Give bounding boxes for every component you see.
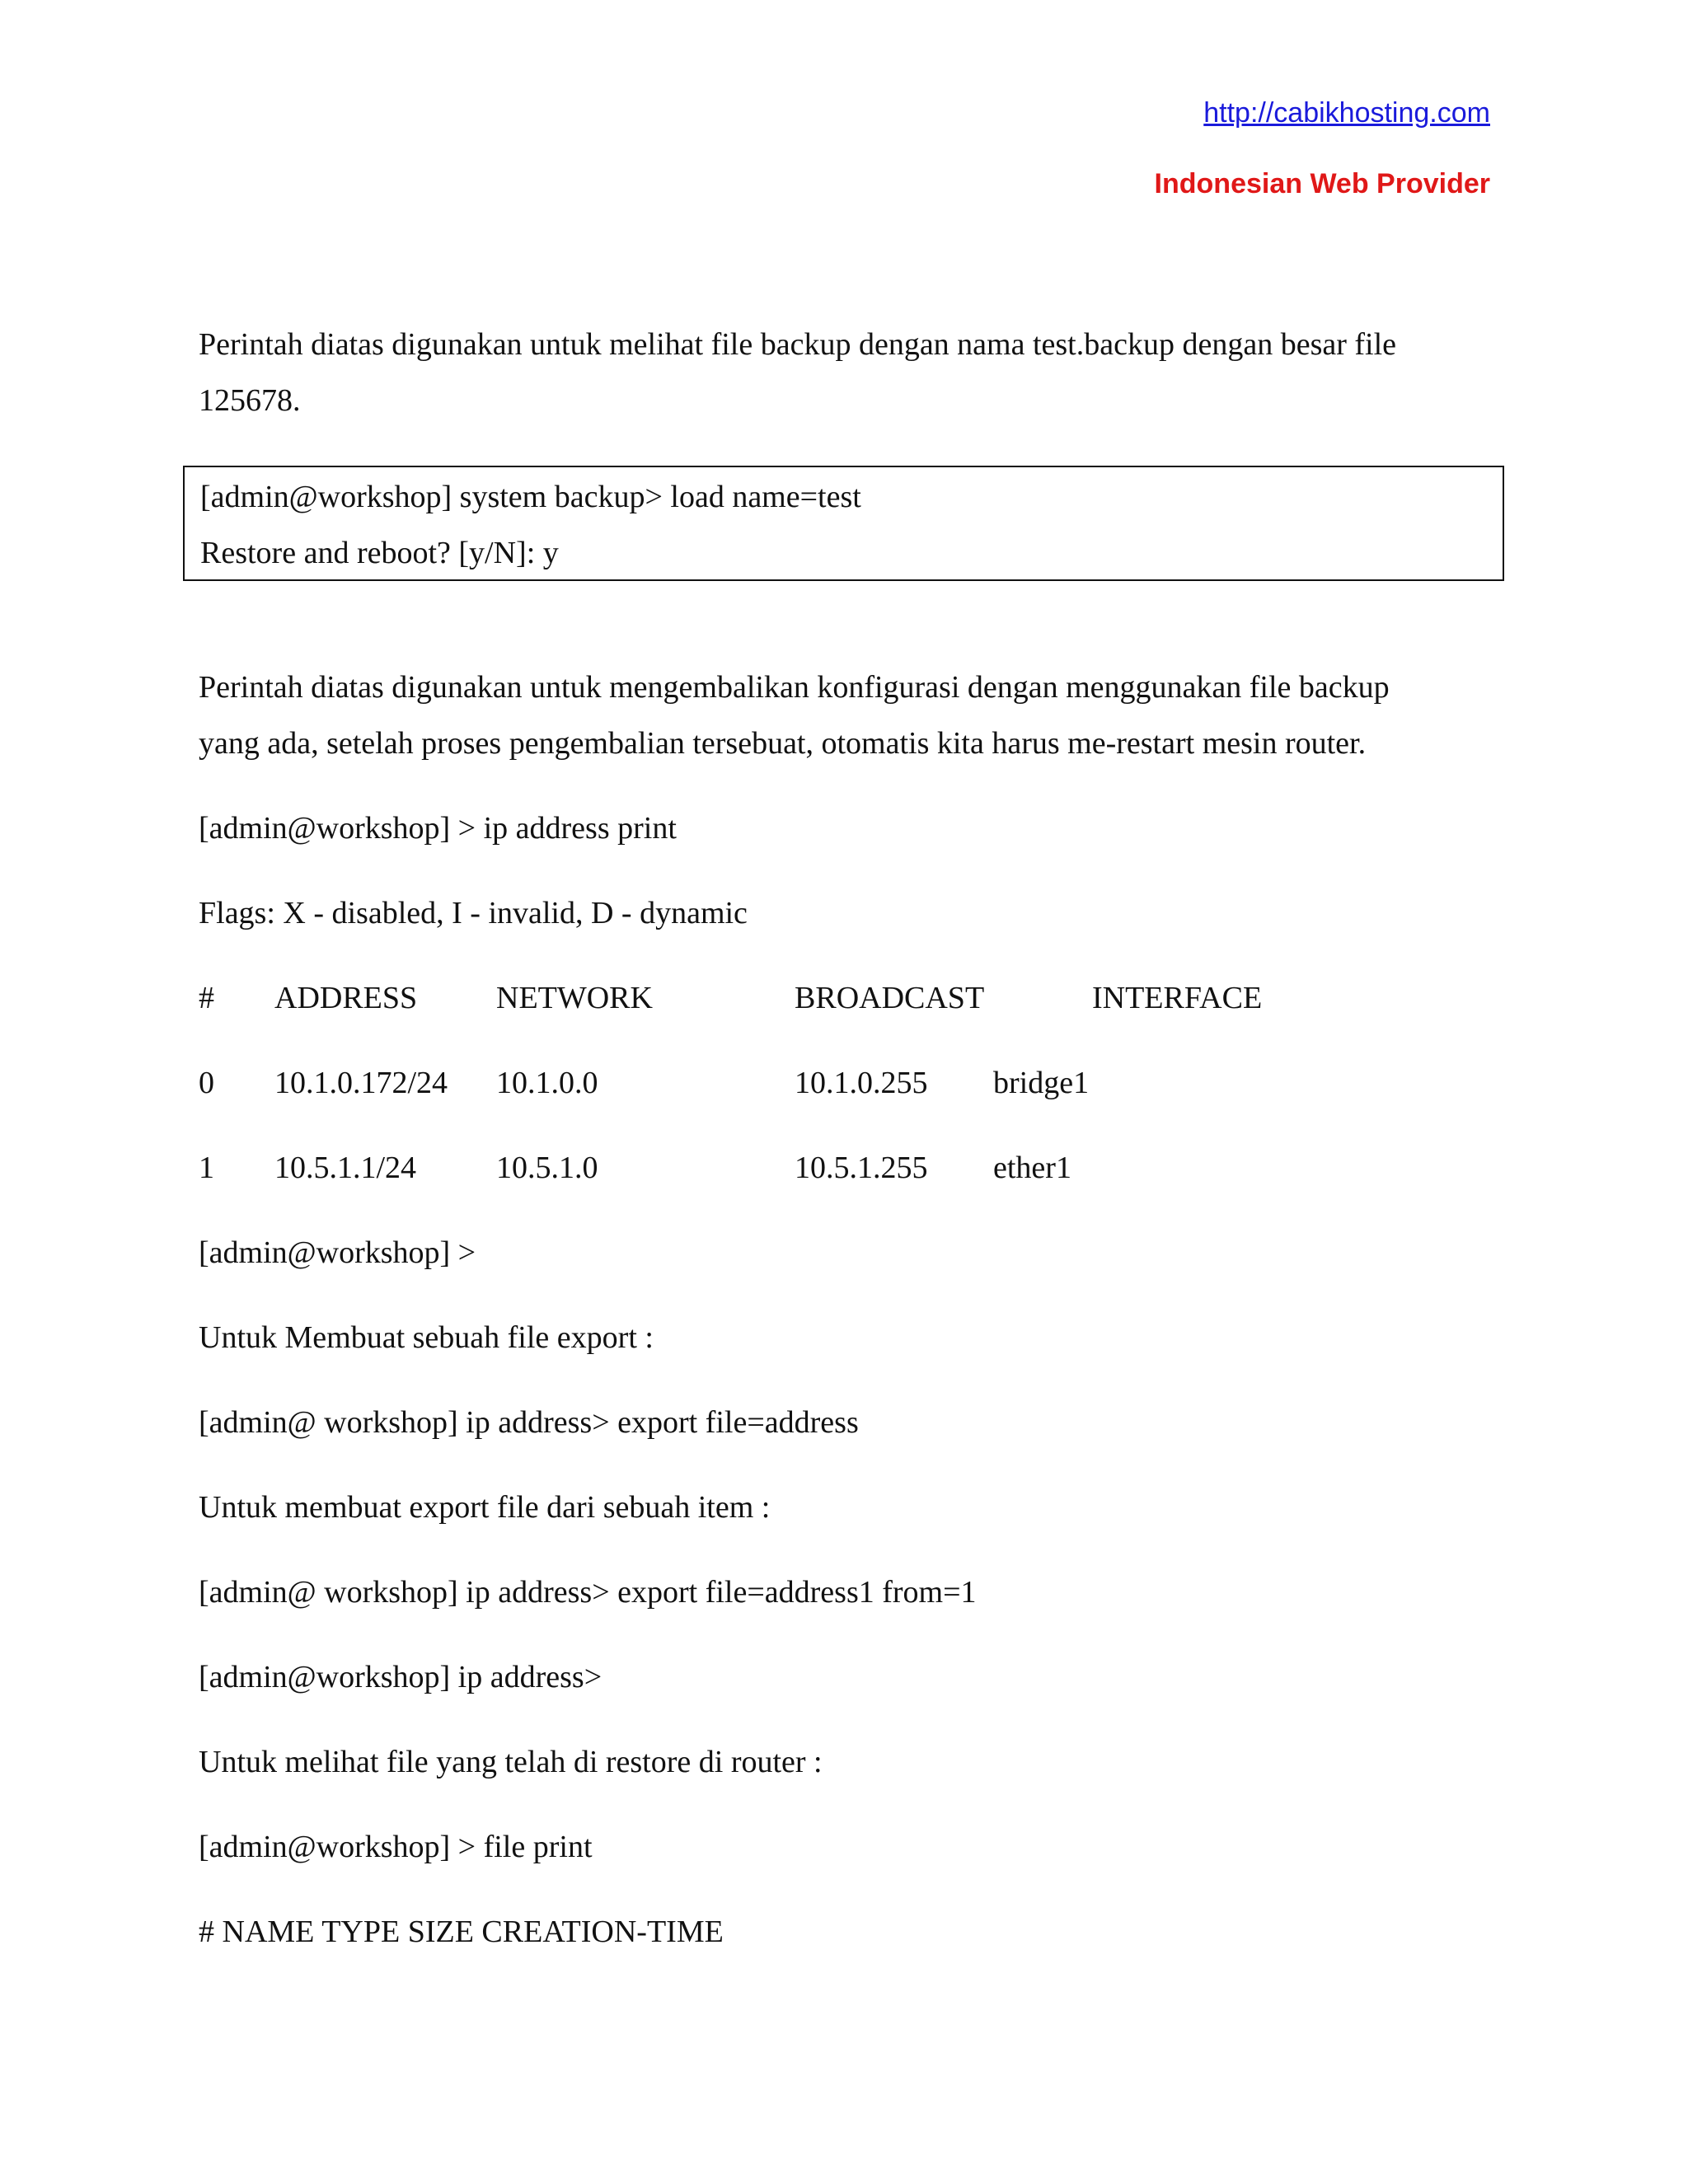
restore-paragraph-line-2: yang ada, setelah proses pengembalian tersebuat, otomatis kita harus me-restart mesin router. [199, 726, 1367, 761]
file-print-command: [admin@workshop] > file print [199, 1830, 593, 1864]
table-header-network: NETWORK [496, 981, 653, 1015]
export-item-heading: Untuk membuat export file dari sebuah item : [199, 1490, 771, 1525]
table-cell-address: 10.5.1.1/24 [274, 1151, 417, 1185]
intro-paragraph-line-1: Perintah diatas digunakan untuk melihat file backup dengan nama test.backup dengan besar file [199, 327, 1397, 362]
provider-tagline: Indonesian Web Provider [1154, 168, 1490, 199]
table-cell-broadcast: 10.1.0.255 [795, 1066, 928, 1100]
export-heading: Untuk Membuat sebuah file export : [199, 1320, 654, 1355]
table-cell-network: 10.5.1.0 [496, 1151, 598, 1185]
command-box-line-1: [admin@workshop] system backup> load name=test [200, 480, 861, 514]
restore-paragraph-line-1: Perintah diatas digunakan untuk mengembalikan konfigurasi dengan menggunakan file backup [199, 670, 1390, 705]
export-command: [admin@ workshop] ip address> export file=address [199, 1405, 859, 1440]
ip-address-prompt: [admin@workshop] ip address> [199, 1660, 603, 1694]
table-header-address: ADDRESS [274, 981, 418, 1015]
table-cell-interface: bridge1 [993, 1066, 1090, 1100]
table-cell-address: 10.1.0.172/24 [274, 1066, 448, 1100]
table-header-interface: INTERFACE [1092, 981, 1263, 1015]
website-link[interactable]: http://cabikhosting.com [1203, 97, 1490, 129]
file-table-header: # NAME TYPE SIZE CREATION-TIME [199, 1915, 724, 1949]
export-item-command: [admin@ workshop] ip address> export file=address1 from=1 [199, 1575, 977, 1610]
table-cell-index: 0 [199, 1066, 214, 1100]
restore-view-heading: Untuk melihat file yang telah di restore di router : [199, 1745, 823, 1779]
intro-paragraph-line-2: 125678. [199, 383, 301, 418]
table-header-index: # [199, 981, 214, 1015]
table-header-broadcast: BROADCAST [795, 981, 985, 1015]
table-cell-index: 1 [199, 1151, 214, 1185]
ip-print-command: [admin@workshop] > ip address print [199, 811, 677, 846]
flags-line: Flags: X - disabled, I - invalid, D - dynamic [199, 896, 748, 930]
command-box [183, 466, 1504, 581]
table-cell-interface: ether1 [993, 1151, 1071, 1185]
command-box-line-2: Restore and reboot? [y/N]: y [200, 536, 559, 570]
prompt-after-table: [admin@workshop] > [199, 1235, 476, 1270]
table-cell-network: 10.1.0.0 [496, 1066, 598, 1100]
table-cell-broadcast: 10.5.1.255 [795, 1151, 928, 1185]
